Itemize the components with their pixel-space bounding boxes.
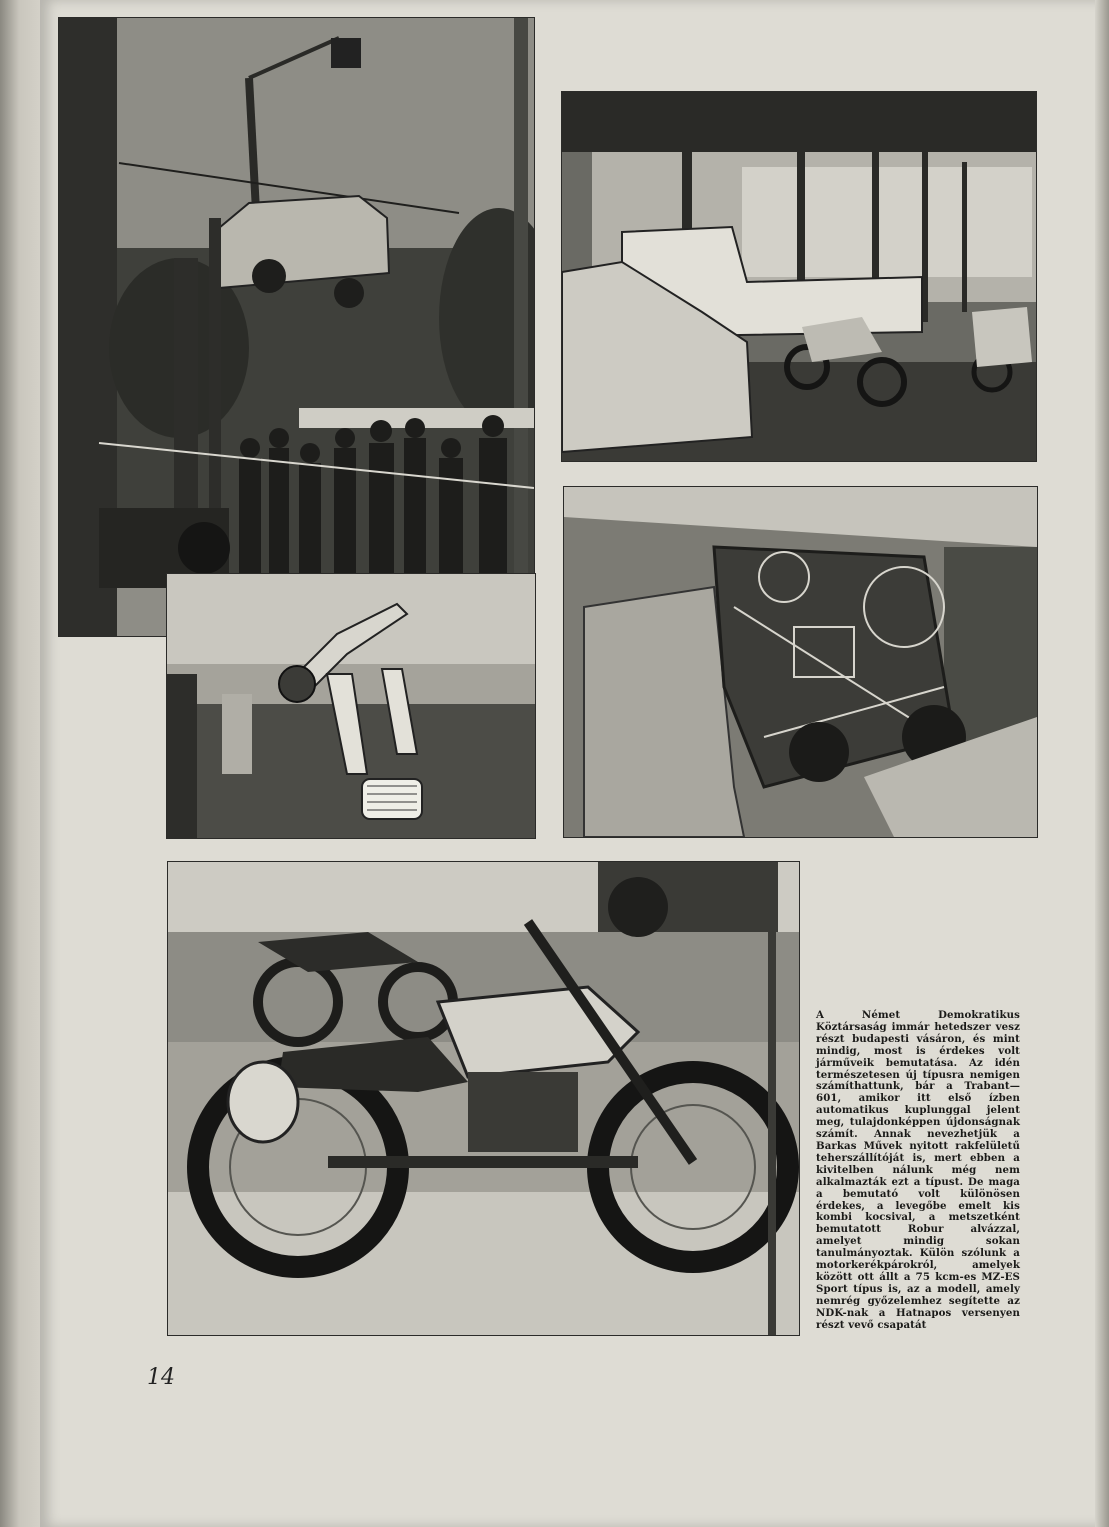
photo-pedal-closeup	[166, 573, 536, 839]
photo-lifted-car	[58, 17, 535, 637]
photo-exhibition-hall	[561, 91, 1037, 462]
photo-robur-chassis	[563, 486, 1038, 838]
page-number: 14	[147, 1365, 175, 1390]
article-caption: A Német Demokratikus Köztársaság immár hetedszer vesz részt budapesti vásáron, és mint mindig, most is érdekes volt járműveik bemutatása. Az idén természetesen új típusra nemigen számíthattunk, bár a Trabant—601, amikor itt első ízben automatikus kuplunggal jelent meg, tulajdonképpen újdonságnak számít. Annak nevezhetjük a Barkas Művek nyitott rakfelületű teherszállítóját is, mert ebben a kivitelben nálunk még nem alkalmazták ezt a típust. De maga a bemutató volt különösen érdekes, a levegőbe emelt kis kombi kocsival, a metszetként bemutatott Robur alvázzal, amelyet mindig sokan tanulmányoztak. Külön szólunk a motorkerékpárokról, amelyek között ott állt a 75 kcm-es MZ-ES Sport típus is, az a modell, amely nemrég győzelemhez segítette az NDK-nak a Hatnapos versenyen részt vevő csapatát	[816, 1009, 1020, 1331]
photo-mz-motorcycles	[167, 861, 800, 1336]
facing-page-edge	[1095, 0, 1109, 1527]
